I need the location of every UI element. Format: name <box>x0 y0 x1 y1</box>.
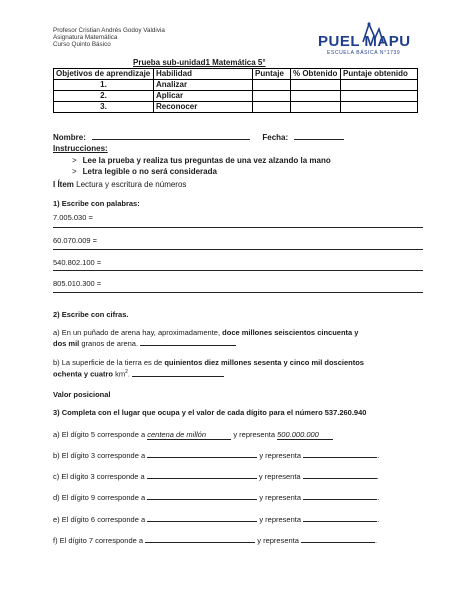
q1-number: 540.802.100 = <box>53 258 102 267</box>
table-cell[interactable] <box>291 102 341 113</box>
nombre-field[interactable] <box>92 139 250 140</box>
table-cell[interactable] <box>253 102 291 113</box>
q3-place-field[interactable] <box>147 478 257 479</box>
q3-item: c) El dígito 3 corresponde a y representa . <box>53 472 379 481</box>
logo-subtitle: ESCUELA BÁSICA N°1739 <box>327 50 401 56</box>
q3-title: 3) Completa con el lugar que ocupa y el valor de cada dígito para el número 537.260.940 <box>53 408 367 417</box>
nombre-label: Nombre: <box>53 133 86 142</box>
q3-value-field[interactable]: 500.000.000 <box>277 430 333 440</box>
answer-line[interactable] <box>53 227 423 228</box>
q2a-answer-field[interactable] <box>140 345 236 346</box>
instrucciones-label: Instrucciones: <box>53 144 108 153</box>
q3-item: f) El dígito 7 corresponde a y representa . <box>53 536 378 545</box>
item-heading: I Ítem Lectura y escritura de números <box>53 180 187 189</box>
table-row <box>54 80 418 91</box>
table-cell[interactable] <box>341 80 418 91</box>
subject-name: Asignatura Matemática <box>53 34 118 41</box>
q2-title: 2) Escribe con cifras. <box>53 310 129 319</box>
q3-value-field[interactable] <box>303 457 377 458</box>
table-cell: 3. <box>54 102 154 113</box>
answer-line[interactable] <box>53 292 423 293</box>
table-row <box>54 102 418 113</box>
q3-value-field[interactable] <box>303 478 377 479</box>
q3-place-field[interactable] <box>147 521 257 522</box>
table-cell[interactable] <box>341 102 418 113</box>
q3-item: a) El dígito 5 corresponde a centena de millón y representa 500.000.000 <box>53 430 333 440</box>
table-header-row <box>54 69 418 80</box>
table-cell: 2. <box>54 91 154 102</box>
table-cell: Aplicar <box>154 91 253 102</box>
instruccion-item: > Lee la prueba y realiza tus preguntas de una vez alzando la mano <box>72 156 331 165</box>
q3-place-field[interactable]: centena de millón <box>147 430 231 440</box>
teacher-name: Profesor Cristian Andrés Godoy Valdivia <box>53 27 165 34</box>
q2a-line1: a) En un puñado de arena hay, aproximadamente, doce millones seiscientos cincuenta y <box>53 328 359 337</box>
q1-title: 1) Escribe con palabras: <box>53 199 140 208</box>
q3-item: e) El dígito 6 corresponde a y representa . <box>53 515 380 524</box>
q2b-answer-field[interactable] <box>132 376 224 377</box>
evaluation-table <box>53 68 418 113</box>
table-cell: Reconocer <box>154 102 253 113</box>
q3-value-field[interactable] <box>301 542 375 543</box>
table-row <box>54 91 418 102</box>
q1-number: 7.005.030 = <box>53 213 93 222</box>
instruccion-item: > Letra legible o no será considerada <box>72 167 217 176</box>
school-logo <box>313 20 425 60</box>
answer-line[interactable] <box>53 270 423 271</box>
chevron-right-icon: > <box>72 167 77 176</box>
q3-item: b) El dígito 3 corresponde a y representa . <box>53 451 380 460</box>
q2b-line2: ochenta y cuatro $km^2$. <box>53 369 224 379</box>
table-cell: 1. <box>54 80 154 91</box>
chevron-right-icon: > <box>72 156 77 165</box>
fecha-field[interactable] <box>294 139 344 140</box>
q3-value-field[interactable] <box>303 521 377 522</box>
q2a-line2: dos mil granos de arena. <box>53 339 236 348</box>
table-header-cell: Puntaje <box>253 69 291 80</box>
q3-item: d) El dígito 9 corresponde a y representa . <box>53 493 380 502</box>
table-cell[interactable] <box>253 80 291 91</box>
table-header-cell: % Obtenido <box>291 69 341 80</box>
table-cell[interactable] <box>341 91 418 102</box>
q1-number: 805.010.300 = <box>53 279 102 288</box>
table-header-cell: Objetivos de aprendizaje <box>54 69 154 80</box>
test-title: Prueba sub-unidad1 Matemática 5° <box>133 58 266 67</box>
q3-place-field[interactable] <box>147 457 257 458</box>
valor-posicional-heading: Valor posicional <box>53 390 111 399</box>
q3-place-field[interactable] <box>145 542 255 543</box>
nombre-row <box>53 133 344 142</box>
q3-place-field[interactable] <box>147 499 257 500</box>
table-cell[interactable] <box>291 91 341 102</box>
q3-value-field[interactable] <box>303 499 377 500</box>
table-cell[interactable] <box>291 80 341 91</box>
table-cell[interactable] <box>253 91 291 102</box>
table-header-cell: Habilidad <box>154 69 253 80</box>
logo-name: PUEL MAPU <box>318 33 411 50</box>
answer-line[interactable] <box>53 249 423 250</box>
q2b-line1: b) La superficie de la tierra es de quinientos diez millones sesenta y cinco mil doscientos <box>53 358 364 367</box>
table-header-cell: Puntaje obtenido <box>341 69 418 80</box>
fecha-label: Fecha: <box>262 133 289 142</box>
table-cell: Analizar <box>154 80 253 91</box>
q1-number: 60.070.009 = <box>53 236 98 245</box>
course-name: Curso Quinto Básico <box>53 41 111 48</box>
